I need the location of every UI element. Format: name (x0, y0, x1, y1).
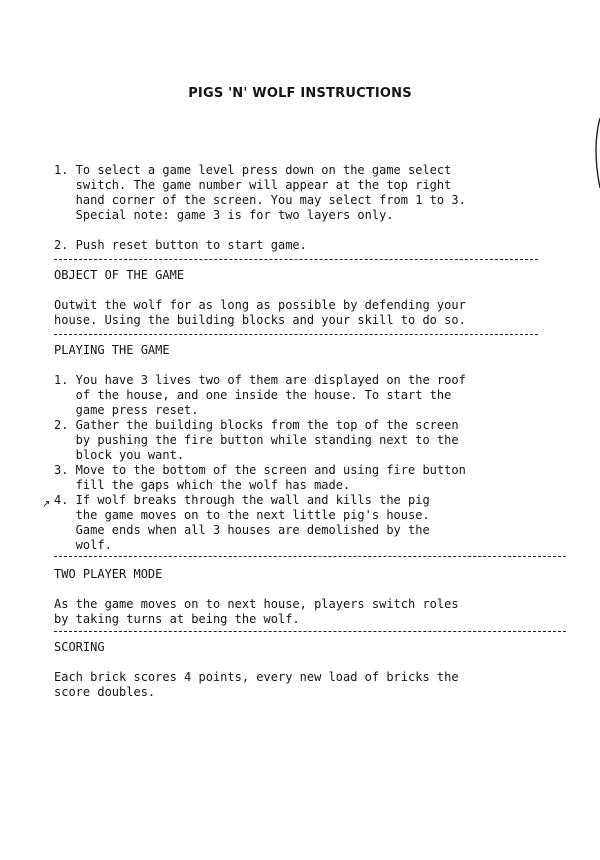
playing-heading: PLAYING THE GAME (54, 343, 170, 357)
page-title: PIGS 'N' WOLF INSTRUCTIONS (188, 86, 412, 101)
section-divider (54, 259, 538, 260)
playing-item-4: 4. If wolf breaks through the wall and kills the pig the game moves on to the next little pig's house. Game ends when all 3 houses are demolished by the wolf. (54, 493, 430, 552)
margin-mark: ↗ (42, 499, 51, 510)
scoring-text: Each brick scores 4 points, every new load of bricks the score doubles. (54, 670, 459, 699)
two-player-text: As the game moves on to next house, players switch roles by taking turns at being the wolf. (54, 597, 459, 626)
section-divider (54, 556, 566, 557)
setup-step-2: 2. Push reset button to start game. (54, 238, 307, 252)
two-player-heading: TWO PLAYER MODE (54, 567, 163, 581)
object-heading: OBJECT OF THE GAME (54, 268, 185, 282)
section-divider (54, 334, 538, 335)
object-text: Outwit the wolf for as long as possible by defending your house. Using the building blocks and your skill to do so. (54, 298, 466, 327)
page-edge-mark (592, 118, 600, 188)
section-divider (54, 631, 566, 632)
playing-item-3: 3. Move to the bottom of the screen and using fire button fill the gaps which the wolf has made. (54, 463, 466, 492)
scoring-heading: SCORING (54, 640, 105, 654)
setup-step-1: 1. To select a game level press down on the game select switch. The game number will appear at the top right hand corner of the screen. You may select from 1 to 3. Special note: game 3 is for two layers only. (54, 163, 466, 222)
playing-item-2: 2. Gather the building blocks from the top of the screen by pushing the fire button while standing next to the block you want. (54, 418, 459, 462)
playing-item-1: 1. You have 3 lives two of them are displayed on the roof of the house, and one inside the house. To start the game press reset. (54, 373, 466, 417)
